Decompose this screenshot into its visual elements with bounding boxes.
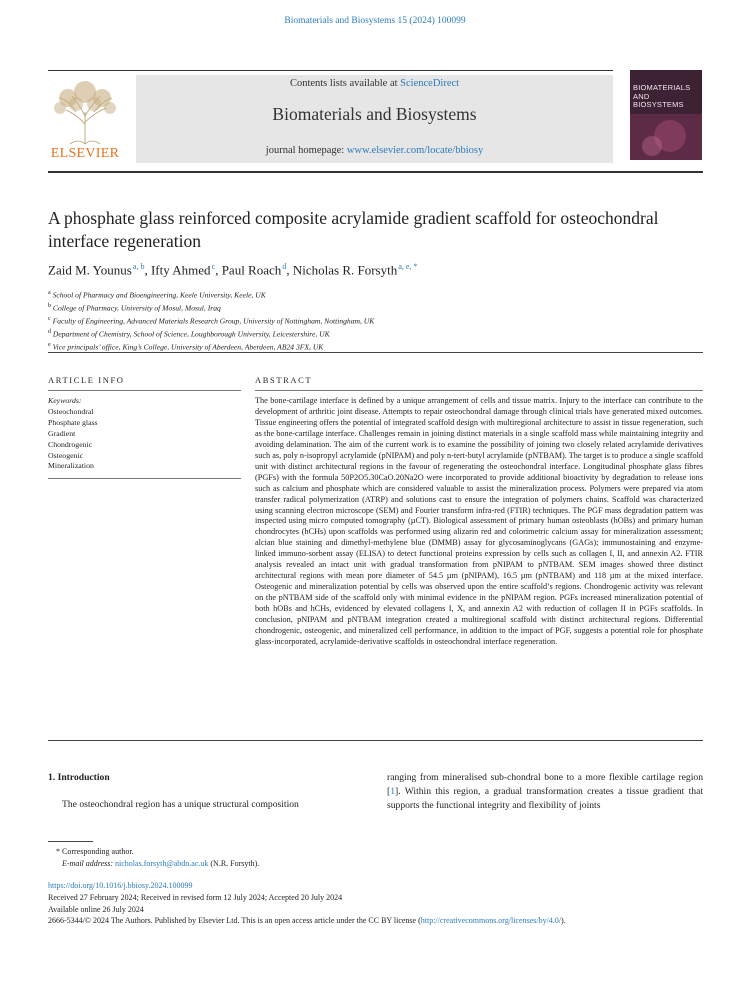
- abstract-text: [255, 396, 703, 648]
- header-rule: [48, 70, 613, 71]
- chemical-formula: 50P2O5.30CaO.20Na2O: [341, 472, 424, 482]
- keyword-item: Gradient: [48, 428, 76, 438]
- section-divider: [48, 352, 703, 353]
- journal-reference[interactable]: Biomaterials and Biosystems 15 (2024) 100099: [284, 16, 466, 26]
- affiliation-text: School of Pharmacy and Bioengineering, Keele University, Keele, UK: [52, 290, 266, 300]
- affiliation-item: [48, 314, 703, 327]
- email-line: [48, 858, 703, 870]
- keywords-label: Keywords:: [48, 396, 82, 405]
- introduction-heading: 1. Introduction: [48, 772, 110, 783]
- author-affiliation-link[interactable]: a, e, *: [398, 262, 418, 271]
- author-list: Zaid M. Younus $^{a, b}$, Ifty Ahmed $^c$, Paul Roach $^d$, Nicholas R. Forsyth $^{a, e, *}$: [48, 262, 418, 278]
- email-suffix: (N.R. Forsyth).: [208, 859, 260, 868]
- keywords-block: [48, 396, 241, 472]
- article-title: A phosphate glass reinforced composite acrylamide gradient scaffold for osteochondral interface regeneration: [48, 208, 659, 251]
- column-divider: [48, 478, 241, 479]
- homepage-line: [136, 145, 613, 156]
- keyword-item: Chondrogenic: [48, 439, 93, 449]
- introduction-column-right: [387, 771, 703, 813]
- author-name: Paul Roach: [221, 262, 282, 278]
- affiliation-list: [48, 288, 703, 353]
- affiliation-key: b: [48, 303, 51, 310]
- doi-link[interactable]: https://doi.org/10.1016/j.bbiosy.2024.100099: [48, 881, 193, 890]
- column-divider: [255, 390, 703, 391]
- author-name: Nicholas R. Forsyth: [292, 262, 398, 278]
- abstract-part1: The bone-cartilage interface is defined by a unique arrangement of cells and tissue matrix. Injury to the interface can contribute to the development of arthritic joint disease. Attempts to repair osteochondral damage through clinical trials have generated mixed outcomes. Tissue engineering offers the potential of integrated scaffold design with multiregional architecture to assist in tissue regeneration, such as the bone-cartilage interface. Challenges remain in joining distinct materials in a single scaffold mass while maintaining integrity and avoiding delamination. The aim of the current work is to examine the possibility of joining two closely related acrylamide derivatives such as, poly n-isopropyl acrylamide (pNIPAM) and poly n-tert-butyl acrylamide (pNTBAM). The target is to produce a single scaffold unit with distinct architectural regions in the favour of regenerating the osteochondral interface. Longitudinal phosphate glass fibres (PGFs) with the formula: [255, 396, 703, 482]
- email-label: E-mail address:: [62, 859, 114, 868]
- cover-title: [633, 84, 690, 110]
- footnote: [48, 846, 703, 870]
- section-divider: [48, 740, 703, 741]
- homepage-prefix: journal homepage:: [265, 145, 347, 156]
- license-line: [48, 915, 708, 927]
- intro-text: ranging from mineralised sub-chondral bone to a more flexible cartilage region [: [387, 772, 703, 797]
- cover-title-line2: AND: [633, 91, 650, 101]
- contents-line: [136, 78, 613, 89]
- intro-text: ]. Within this region, a gradual transformation creates a tissue gradient that supports the functional integrity and flexibility of joints: [387, 786, 703, 811]
- author-affiliation-link[interactable]: d: [282, 262, 287, 271]
- license-suffix: ).: [561, 916, 566, 926]
- cover-title-line3: BIOSYSTEMS: [633, 100, 684, 109]
- reference-link[interactable]: 1: [390, 786, 395, 797]
- affiliation-key: c: [48, 316, 51, 323]
- keyword-item: Phosphate glass: [48, 417, 98, 427]
- email-link[interactable]: nicholas.forsyth@abdn.ac.uk: [115, 859, 209, 868]
- affiliation-item: [48, 288, 703, 301]
- keyword-item: Mineralization: [48, 461, 94, 471]
- author-name: Ifty Ahmed: [150, 262, 211, 278]
- publisher-logo-text: ELSEVIER: [50, 146, 120, 161]
- affiliation-text: Department of Chemistry, School of Science, Loughborough University, Leicestershire, UK: [52, 329, 330, 339]
- abstract-part2: were incorporated to provide additional bioactivity by degradation to release ions such as calcium and phosphate which are considered valuable to assist the mineralization process. Polymers were prepared via atom transfer radical polymerization (ATRP) and solutions cast to ensure the integration of polymers chains. Scaffold was characterized using scanning electron microscope (SEM) and Fourier transform infra-red (FTIR) techniques. The PGF mass degradation pattern was inspected using micro computed tomography (µCT). Biological assessment of primary human osteoblasts (hOBs) and primary human chondrocytes (hCHs) upon scaffolds was performed using alizarin red and colorimetric calcium assay for mineralization assessment; alcian blue staining and dimethyl-methylene blue (DMMB) assay for glycosaminoglycans (GAGs); immunostaining and enzyme-linked immuno-sorbent assay (ELISA) to detect functional proteins expression by cells such as collagen I, II, and annexin A2. FTIR analysis revealed an intact unit with gradual transformation from pNIPAM to pNTBAM. SEM images showed three distinct architectural regions with mean pore diameter of 54.5 µm (pNIPAM), 16.5 µm (pNTBAM) and 118 µm at the mixed interface. Osteogenic and mineralization potential by cells was observed upon the entire scaffold’s regions. Chondrogenic activity was relevant on the pNTBAM side of the scaffold only with minimal evidence in the pNIPAM region. PGFs increased mineralization potential of both hOBs and hCHs, evidenced by elevated collagens I, X, and annexin A2 with reduction of collagen II in PGFs scaffolds. In conclusion, pNIPAM and pNTBAM integration created a multiregional scaffold with distinct architectural regions. Differential chondrogenic, osteogenic, and mineralized cell performance, in addition to the impact of PGF, suggests a potential role for phosphate glass-incorporated, acrylamide-derivative scaffolds in osteochondral interface regeneration.: [255, 472, 704, 646]
- affiliation-text: Faculty of Engineering, Advanced Materials Research Group, University of Nottingham, Nottingham, UK: [52, 316, 375, 326]
- abstract-heading: ABSTRACT: [255, 375, 313, 385]
- received-dates: Received 27 February 2024; Received in revised form 12 July 2024; Accepted 20 July 2024: [48, 892, 343, 902]
- affiliation-key: a: [48, 290, 51, 296]
- publication-info: [48, 880, 708, 927]
- affiliation-key: d: [48, 329, 51, 336]
- keyword-item: Osteochondral: [48, 406, 94, 416]
- affiliation-item: [48, 301, 703, 314]
- license-link[interactable]: http://creativecommons.org/licenses/by/4.0/: [420, 916, 562, 926]
- affiliation-text: College of Pharmacy, University of Mosul, Mosul, Iraq: [52, 303, 221, 313]
- contents-prefix: Contents lists available at: [289, 78, 401, 89]
- header-rule-thick: [48, 171, 703, 173]
- online-date: Available online 26 July 2024: [48, 904, 144, 914]
- journal-title: Biomaterials and Biosystems: [272, 104, 477, 124]
- author-affiliation-link[interactable]: c: [211, 262, 216, 271]
- sciencedirect-link[interactable]: ScienceDirect: [400, 78, 460, 89]
- cover-title-line1: BIOMATERIALS: [633, 83, 691, 92]
- journal-cover[interactable]: [630, 70, 702, 160]
- author-affiliation-link[interactable]: a, b: [132, 262, 145, 271]
- journal-masthead: [136, 75, 613, 163]
- author-name: Zaid M. Younus: [48, 262, 132, 278]
- affiliation-text: Vice principals’ office, King’s College, University of Aberdeen, Aberdeen, AB24 3FX, UK: [52, 342, 324, 352]
- affiliation-key: e: [48, 342, 51, 349]
- introduction-column-left: The osteochondral region has a unique structural composition: [62, 799, 299, 810]
- corresponding-author-note: * Corresponding author.: [56, 847, 134, 856]
- affiliation-item: [48, 327, 703, 340]
- license-prefix: 2666-5344/© 2024 The Authors. Published by Elsevier Ltd. This is an open access article under the CC BY license (: [48, 916, 421, 926]
- article-info-heading: ARTICLE INFO: [48, 375, 125, 385]
- column-divider: [48, 390, 241, 391]
- footnote-rule: [48, 841, 93, 842]
- keyword-item: Osteogenic: [48, 450, 84, 460]
- journal-homepage-link[interactable]: www.elsevier.com/locate/bbiosy: [346, 145, 484, 156]
